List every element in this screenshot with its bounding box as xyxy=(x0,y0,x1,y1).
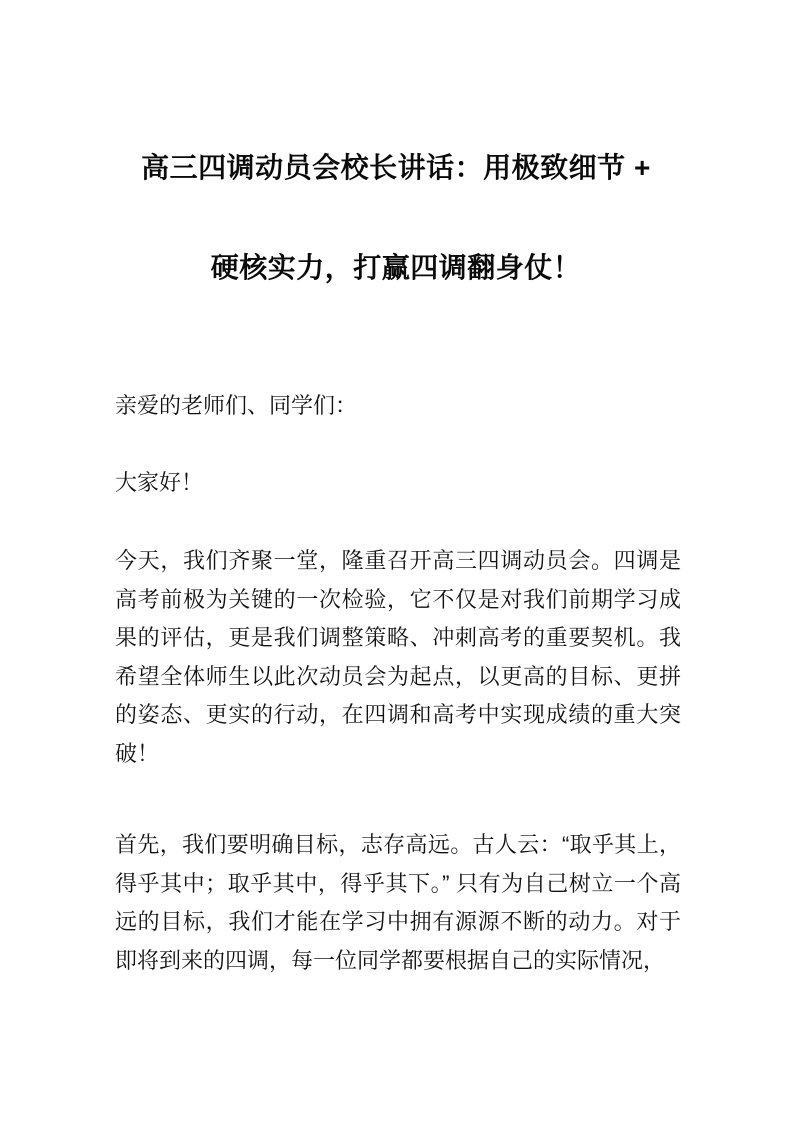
document-title xyxy=(96,118,696,318)
salutation-text: 亲爱的老师们、同学们： xyxy=(115,393,358,418)
greeting-text: 大家好！ xyxy=(115,470,204,495)
salutation-block xyxy=(115,387,681,426)
greeting-block xyxy=(115,464,681,503)
paragraph-text-1: 今天，我们齐聚一堂，隆重召开高三四调动员会。四调是高考前极为关键的一次检验，它不仅是对我们前期学习成果的评估，更是我们调整策略、冲刺高考的重要契机。我希望全体师生以此次动员会为起点，以更高的目标、更拼的姿态、更实的行动，在四调和高考中实现成绩的重大突破！ xyxy=(115,548,681,766)
document-title-line-1: 高三四调动员会校长讲话：用极致细节 + xyxy=(141,152,651,183)
document-title-line-2: 硬核实力，打赢四调翻身仗！ xyxy=(210,252,582,283)
paragraph-block-2 xyxy=(115,826,681,980)
paragraph-text-2: 首先，我们要明确目标，志存高远。古人云：“取乎其上，得乎其中；取乎其中，得乎其下。” 只有为自己树立一个高远的目标，我们才能在学习中拥有源源不断的动力。对于即将到来的四调，每一位同学都要根据自己的实际情况， xyxy=(115,832,681,973)
paragraph-block-1 xyxy=(115,542,681,773)
